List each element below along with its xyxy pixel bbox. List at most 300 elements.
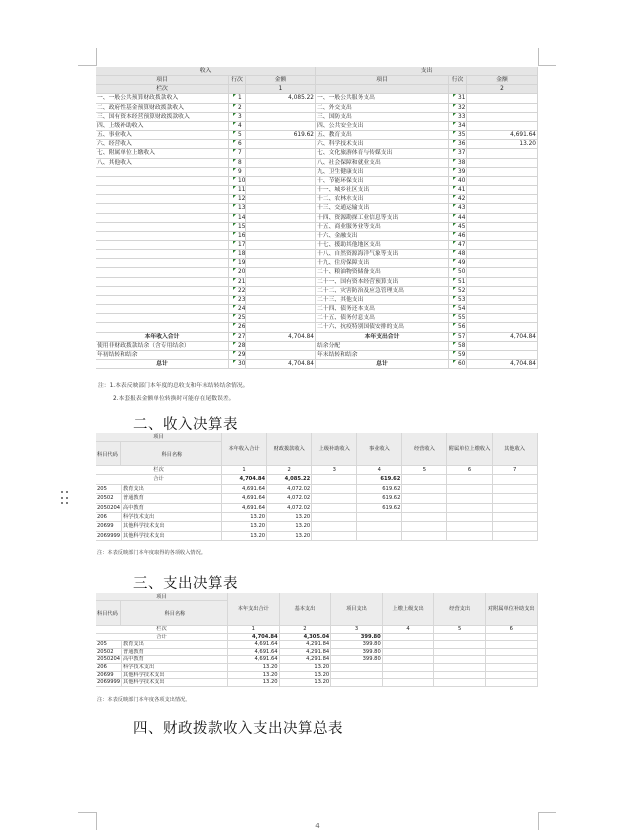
col-amount: 金额 bbox=[246, 76, 316, 85]
line-number: 30 bbox=[229, 360, 246, 369]
value-cell bbox=[486, 672, 538, 680]
value-cell: 399.80 bbox=[331, 656, 383, 664]
line-number: 39 bbox=[449, 168, 467, 177]
header-name: 科目名称 bbox=[161, 451, 183, 458]
expense-item-name: 八、社会保障和就业支出 bbox=[316, 159, 449, 168]
income-item-name: 六、经营收入 bbox=[96, 140, 229, 149]
total-income-amount: 4,704.84 bbox=[246, 333, 316, 342]
table-row bbox=[96, 314, 538, 323]
expense-item-name: 五、教育支出 bbox=[316, 131, 449, 140]
income-item-name bbox=[96, 186, 229, 195]
expense-item-name: 结余分配 bbox=[316, 342, 449, 351]
column-number: 7 bbox=[493, 466, 538, 475]
column-header: 项目支出 bbox=[331, 593, 383, 626]
empty-cell bbox=[316, 85, 449, 94]
value-cell bbox=[357, 522, 402, 531]
value-cell bbox=[434, 649, 486, 657]
line-number: 12 bbox=[229, 195, 246, 204]
table-row bbox=[96, 342, 538, 351]
value-cell: 4,691.64 bbox=[228, 656, 280, 664]
value-cell bbox=[331, 664, 383, 672]
line-number: 50 bbox=[449, 268, 467, 277]
subject-name: 科学技术支出 bbox=[122, 513, 222, 522]
income-item-name bbox=[96, 259, 229, 268]
line-number: 22 bbox=[229, 287, 246, 296]
expense-item-name: 七、文化旅游体育与传媒支出 bbox=[316, 149, 449, 158]
column-header: 本年支出合计 bbox=[228, 593, 280, 626]
expense-amount bbox=[467, 94, 538, 103]
expense-amount: 13.20 bbox=[467, 140, 538, 149]
value-cell: 13.20 bbox=[280, 672, 332, 680]
income-item-name bbox=[96, 287, 229, 296]
value-cell: 4,072.02 bbox=[267, 504, 312, 513]
column-header: 上缴上级支出 bbox=[383, 593, 435, 626]
expense-item-name: 六、科学技术支出 bbox=[316, 140, 449, 149]
expense-item-name: 十三、交通运输支出 bbox=[316, 204, 449, 213]
income-amount bbox=[246, 296, 316, 305]
value-cell bbox=[402, 504, 447, 513]
subject-name: 普通教育 bbox=[122, 649, 228, 657]
expense-item-name: 四、公共安全支出 bbox=[316, 122, 449, 131]
value-cell: 13.20 bbox=[267, 532, 312, 541]
line-number: 41 bbox=[449, 186, 467, 195]
value-cell: 619.62 bbox=[357, 485, 402, 494]
value-cell: 399.80 bbox=[331, 649, 383, 657]
value-cell bbox=[493, 532, 538, 541]
table-row bbox=[96, 532, 538, 541]
table-body bbox=[96, 94, 538, 332]
income-amount bbox=[246, 159, 316, 168]
income-amount bbox=[246, 149, 316, 158]
income-amount bbox=[246, 351, 316, 360]
table-header-row bbox=[96, 593, 538, 626]
expense-amount bbox=[467, 296, 538, 305]
expense-item-name: 十八、自然资源海洋气象等支出 bbox=[316, 250, 449, 259]
total-value bbox=[312, 475, 357, 484]
value-cell: 619.62 bbox=[357, 504, 402, 513]
column-header: 本年收入合计 bbox=[222, 433, 267, 466]
empty-cell bbox=[449, 85, 467, 94]
table1-note-1: 注：1.本表反映部门本年度的总收支和年末结转结余情况。 bbox=[98, 383, 249, 389]
total-value bbox=[434, 634, 486, 642]
income-amount bbox=[246, 168, 316, 177]
value-cell: 4,691.64 bbox=[222, 494, 267, 503]
table-row bbox=[96, 679, 538, 687]
value-cell: 13.20 bbox=[228, 672, 280, 680]
total-value bbox=[402, 475, 447, 484]
expense-item-name: 十五、商业服务业等支出 bbox=[316, 223, 449, 232]
value-cell bbox=[312, 513, 357, 522]
table-row bbox=[96, 305, 538, 314]
total-value: 399.80 bbox=[331, 634, 383, 642]
column-number: 2 bbox=[267, 466, 312, 475]
income-item-name bbox=[96, 250, 229, 259]
value-cell bbox=[383, 641, 435, 649]
income-amount bbox=[246, 314, 316, 323]
line-number: 60 bbox=[449, 360, 467, 369]
table-row bbox=[96, 241, 538, 250]
value-cell bbox=[331, 679, 383, 687]
line-number: 10 bbox=[229, 177, 246, 186]
value-cell bbox=[434, 641, 486, 649]
expense-item-name: 二十三、其他支出 bbox=[316, 296, 449, 305]
line-number: 49 bbox=[449, 259, 467, 268]
header-name: 科目名称 bbox=[164, 611, 186, 617]
expense-col-no: 2 bbox=[467, 85, 538, 94]
value-cell: 4,691.64 bbox=[228, 641, 280, 649]
value-cell bbox=[383, 664, 435, 672]
line-number: 42 bbox=[449, 195, 467, 204]
value-cell bbox=[383, 649, 435, 657]
expense-amount bbox=[467, 204, 538, 213]
grand-income-amount: 4,704.84 bbox=[246, 360, 316, 369]
column-number: 6 bbox=[486, 626, 538, 634]
line-number: 36 bbox=[449, 140, 467, 149]
value-cell bbox=[493, 485, 538, 494]
line-number: 54 bbox=[449, 305, 467, 314]
expense-amount bbox=[467, 305, 538, 314]
expense-amount bbox=[467, 113, 538, 122]
lanci-label: 栏次 bbox=[96, 85, 229, 94]
expense-item-name: 十四、资源勘探工业信息等支出 bbox=[316, 214, 449, 223]
value-cell bbox=[486, 679, 538, 687]
value-cell bbox=[312, 532, 357, 541]
line-number: 25 bbox=[229, 314, 246, 323]
page-number: 4 bbox=[315, 822, 320, 830]
table-row bbox=[96, 250, 538, 259]
value-cell bbox=[447, 504, 492, 513]
value-cell: 4,691.64 bbox=[228, 649, 280, 657]
total-row bbox=[96, 634, 538, 642]
income-item-name bbox=[96, 296, 229, 305]
total-value: 4,704.84 bbox=[222, 475, 267, 484]
table-row bbox=[96, 522, 538, 531]
line-number: 35 bbox=[449, 131, 467, 140]
income-amount bbox=[246, 305, 316, 314]
expense-item-name: 二十五、债务付息支出 bbox=[316, 314, 449, 323]
expense-amount bbox=[467, 268, 538, 277]
income-item-name: 八、其他收入 bbox=[96, 159, 229, 168]
column-number: 2 bbox=[280, 626, 332, 634]
lanci-label: 栏次 bbox=[96, 626, 228, 634]
income-amount bbox=[246, 204, 316, 213]
line-number: 8 bbox=[229, 159, 246, 168]
income-amount bbox=[246, 113, 316, 122]
line-number: 11 bbox=[229, 186, 246, 195]
income-expense-summary-table bbox=[96, 67, 538, 369]
column-header: 经营支出 bbox=[434, 593, 486, 626]
line-number: 3 bbox=[229, 113, 246, 122]
table-row bbox=[96, 268, 538, 277]
value-cell bbox=[383, 672, 435, 680]
line-number: 17 bbox=[229, 241, 246, 250]
income-amount bbox=[246, 122, 316, 131]
income-item-name: 年初结转和结余 bbox=[96, 351, 229, 360]
value-cell bbox=[357, 513, 402, 522]
income-table-note: 注：本表反映部门本年度取得的各项收入情况。 bbox=[97, 550, 206, 556]
income-item-name bbox=[96, 268, 229, 277]
expense-item-name: 十、节能环保支出 bbox=[316, 177, 449, 186]
expense-item-name: 二十四、债务还本支出 bbox=[316, 305, 449, 314]
expense-detail-table bbox=[96, 593, 538, 687]
subject-name: 其他科学技术支出 bbox=[122, 522, 222, 531]
crop-mark bbox=[538, 65, 556, 66]
table-row bbox=[96, 232, 538, 241]
value-cell bbox=[486, 656, 538, 664]
value-cell: 13.20 bbox=[222, 522, 267, 531]
income-amount bbox=[246, 342, 316, 351]
value-cell bbox=[447, 522, 492, 531]
income-amount bbox=[246, 195, 316, 204]
table-row bbox=[96, 131, 538, 140]
col-item: 项目 bbox=[316, 76, 449, 85]
subject-code: 20699 bbox=[96, 672, 122, 680]
expense-item-name: 二十、粮油物资储备支出 bbox=[316, 268, 449, 277]
expense-amount bbox=[467, 323, 538, 332]
income-item-name: 七、附属单位上缴收入 bbox=[96, 149, 229, 158]
total-row bbox=[96, 475, 538, 484]
section-title-income: 二、收入决算表 bbox=[133, 417, 238, 433]
table-row bbox=[96, 672, 538, 680]
table-row bbox=[96, 513, 538, 522]
subject-name: 科学技术支出 bbox=[122, 664, 228, 672]
value-cell: 619.62 bbox=[357, 494, 402, 503]
expense-item-name: 三、国防支出 bbox=[316, 113, 449, 122]
total-value bbox=[493, 475, 538, 484]
line-number: 24 bbox=[229, 305, 246, 314]
value-cell: 4,072.02 bbox=[267, 494, 312, 503]
col-item: 项目 bbox=[96, 76, 229, 85]
line-number: 48 bbox=[449, 250, 467, 259]
value-cell bbox=[486, 649, 538, 657]
value-cell bbox=[486, 641, 538, 649]
line-number: 26 bbox=[229, 323, 246, 332]
income-item-name bbox=[96, 204, 229, 213]
value-cell bbox=[434, 656, 486, 664]
line-number: 38 bbox=[449, 159, 467, 168]
total-label: 合计 bbox=[96, 634, 228, 642]
value-cell: 13.20 bbox=[267, 522, 312, 531]
header-item: 项目 bbox=[96, 433, 221, 442]
subject-code: 205 bbox=[96, 485, 122, 494]
table-row bbox=[96, 323, 538, 332]
column-header: 上级补助收入 bbox=[312, 433, 357, 466]
line-number: 34 bbox=[449, 122, 467, 131]
expense-amount bbox=[467, 314, 538, 323]
value-cell bbox=[383, 656, 435, 664]
expense-item-name: 十二、农林水支出 bbox=[316, 195, 449, 204]
income-amount bbox=[246, 323, 316, 332]
header-code: 科目代码 bbox=[97, 442, 121, 466]
column-number: 3 bbox=[312, 466, 357, 475]
col-amount: 金额 bbox=[467, 76, 538, 85]
table-header-row bbox=[96, 67, 538, 76]
column-number: 4 bbox=[383, 626, 435, 634]
line-number: 52 bbox=[449, 287, 467, 296]
table-row bbox=[96, 149, 538, 158]
line-number: 33 bbox=[449, 113, 467, 122]
total-value: 619.62 bbox=[357, 475, 402, 484]
total-value bbox=[383, 634, 435, 642]
column-number: 5 bbox=[434, 626, 486, 634]
table-row bbox=[96, 204, 538, 213]
col-line: 行次 bbox=[449, 76, 467, 85]
subject-code: 206 bbox=[96, 664, 122, 672]
table-row bbox=[96, 104, 538, 113]
income-amount bbox=[246, 104, 316, 113]
column-number: 5 bbox=[402, 466, 447, 475]
expense-item-name: 十九、住房保障支出 bbox=[316, 259, 449, 268]
column-header: 财政拨款收入 bbox=[267, 433, 312, 466]
total-row bbox=[96, 333, 538, 342]
expense-amount bbox=[467, 159, 538, 168]
col-line: 行次 bbox=[229, 76, 246, 85]
line-number: 23 bbox=[229, 296, 246, 305]
total-value bbox=[486, 634, 538, 642]
table1-note-2: 2.本套报表金额单位转换时可能存在尾数误差。 bbox=[113, 396, 235, 402]
subject-name: 高中教育 bbox=[122, 504, 222, 513]
value-cell bbox=[493, 504, 538, 513]
income-detail-table bbox=[96, 433, 538, 541]
line-number: 6 bbox=[229, 140, 246, 149]
income-item-name bbox=[96, 195, 229, 204]
value-cell bbox=[493, 513, 538, 522]
value-cell bbox=[402, 513, 447, 522]
table-row bbox=[96, 259, 538, 268]
income-amount bbox=[246, 214, 316, 223]
header-code: 科目代码 bbox=[97, 601, 121, 626]
value-cell bbox=[312, 485, 357, 494]
expense-item-name: 二十六、抗疫特别国债安排的支出 bbox=[316, 323, 449, 332]
income-item-name: 使用非财政拨款结余（含专用结余） bbox=[96, 342, 229, 351]
income-amount bbox=[246, 278, 316, 287]
table-row bbox=[96, 641, 538, 649]
line-number: 7 bbox=[229, 149, 246, 158]
income-amount bbox=[246, 250, 316, 259]
grand-expense-label: 总计 bbox=[316, 360, 449, 369]
expense-table-note: 注：本表反映部门本年度各项支出情况。 bbox=[97, 697, 191, 703]
grand-income-label: 总计 bbox=[96, 360, 229, 369]
total-expense-amount: 4,704.84 bbox=[467, 333, 538, 342]
value-cell: 4,072.02 bbox=[267, 485, 312, 494]
income-item-name bbox=[96, 168, 229, 177]
expense-amount bbox=[467, 351, 538, 360]
column-header: 对附属单位补助支出 bbox=[486, 593, 538, 626]
line-number: 45 bbox=[449, 223, 467, 232]
income-item-name bbox=[96, 241, 229, 250]
expense-item-name: 十七、援助其他地区支出 bbox=[316, 241, 449, 250]
table-row bbox=[96, 195, 538, 204]
subject-code: 20502 bbox=[96, 649, 122, 657]
income-amount: 619.62 bbox=[246, 131, 316, 140]
value-cell bbox=[383, 679, 435, 687]
total-label: 合计 bbox=[96, 475, 222, 484]
income-amount bbox=[246, 259, 316, 268]
value-cell: 13.20 bbox=[228, 679, 280, 687]
expense-item-name: 二十二、灾害防治及应急管理支出 bbox=[316, 287, 449, 296]
header-item-block bbox=[96, 433, 222, 466]
subject-name: 教育支出 bbox=[122, 641, 228, 649]
value-cell bbox=[447, 513, 492, 522]
expense-amount bbox=[467, 259, 538, 268]
total-value: 4,085.22 bbox=[267, 475, 312, 484]
line-number: 31 bbox=[449, 94, 467, 103]
table-row bbox=[96, 177, 538, 186]
income-amount bbox=[246, 287, 316, 296]
subject-name: 高中教育 bbox=[122, 656, 228, 664]
expense-amount bbox=[467, 122, 538, 131]
header-item: 项目 bbox=[96, 593, 227, 601]
table-row bbox=[96, 649, 538, 657]
subject-code: 205 bbox=[96, 641, 122, 649]
subject-name: 其他科学技术支出 bbox=[122, 679, 228, 687]
lanci-row bbox=[96, 466, 538, 475]
column-number: 3 bbox=[331, 626, 383, 634]
subject-code: 206 bbox=[96, 513, 122, 522]
subject-name: 普通教育 bbox=[122, 494, 222, 503]
value-cell bbox=[434, 664, 486, 672]
table-row bbox=[96, 223, 538, 232]
expense-item-name: 二、外交支出 bbox=[316, 104, 449, 113]
expense-item-name: 二十一、国有资本经营预算支出 bbox=[316, 278, 449, 287]
income-item-name bbox=[96, 232, 229, 241]
value-cell: 4,291.84 bbox=[280, 656, 332, 664]
line-number: 18 bbox=[229, 250, 246, 259]
value-cell bbox=[493, 522, 538, 531]
expense-amount bbox=[467, 177, 538, 186]
expense-header: 支出 bbox=[316, 67, 538, 76]
table-row bbox=[96, 94, 538, 103]
income-item-name: 三、国有资本经营预算财政拨款收入 bbox=[96, 113, 229, 122]
drag-handle-icon[interactable] bbox=[61, 491, 69, 505]
expense-amount: 4,691.64 bbox=[467, 131, 538, 140]
income-item-name bbox=[96, 278, 229, 287]
table-row bbox=[96, 296, 538, 305]
line-number: 14 bbox=[229, 214, 246, 223]
value-cell: 13.20 bbox=[280, 664, 332, 672]
table-row bbox=[96, 494, 538, 503]
income-item-name bbox=[96, 223, 229, 232]
income-item-name: 一、一般公共预算财政拨款收入 bbox=[96, 94, 229, 103]
subject-code: 20502 bbox=[96, 494, 122, 503]
expense-amount bbox=[467, 149, 538, 158]
income-amount bbox=[246, 177, 316, 186]
expense-amount bbox=[467, 195, 538, 204]
line-number: 57 bbox=[449, 333, 467, 342]
expense-amount bbox=[467, 104, 538, 113]
total-value: 4,704.84 bbox=[228, 634, 280, 642]
line-number: 28 bbox=[229, 342, 246, 351]
value-cell bbox=[402, 532, 447, 541]
total-expense-label: 本年支出合计 bbox=[316, 333, 449, 342]
column-header: 附属单位上缴收入 bbox=[447, 433, 492, 466]
income-amount bbox=[246, 223, 316, 232]
value-cell bbox=[312, 522, 357, 531]
expense-amount bbox=[467, 232, 538, 241]
income-amount bbox=[246, 232, 316, 241]
subject-name: 其他科学技术支出 bbox=[122, 672, 228, 680]
expense-amount bbox=[467, 342, 538, 351]
table-row bbox=[96, 122, 538, 131]
value-cell: 4,291.84 bbox=[280, 649, 332, 657]
line-number: 47 bbox=[449, 241, 467, 250]
table-row bbox=[96, 140, 538, 149]
total-value: 4,305.04 bbox=[280, 634, 332, 642]
grand-expense-amount: 4,704.84 bbox=[467, 360, 538, 369]
line-number: 56 bbox=[449, 323, 467, 332]
column-number: 1 bbox=[228, 626, 280, 634]
section-title-fiscal-summary: 四、财政拨款收入支出决算总表 bbox=[133, 721, 343, 737]
